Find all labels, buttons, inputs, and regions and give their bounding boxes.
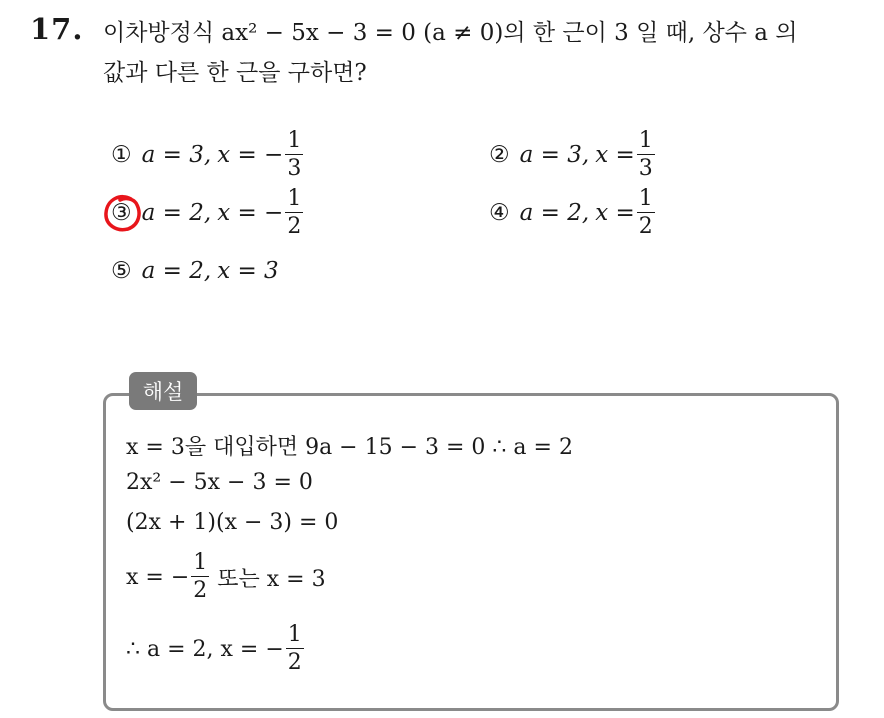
fraction-denominator: 3 [638,156,653,181]
selected-answer-circle-mark [101,191,145,235]
fraction-denominator: 2 [193,578,208,603]
question-text-line1: 이차방정식 ax² − 5x − 3 = 0 (a ≠ 0)의 한 근이 3 일 때, 상수 a 의 [103,20,798,46]
solution-line-3: (2x + 1)(x − 3) = 0 [126,510,339,535]
solution-line-2: 2x² − 5x − 3 = 0 [126,470,313,495]
fraction-numerator: 1 [638,128,653,153]
solution-line-4 [126,552,326,602]
fraction-numerator: 1 [287,186,302,211]
question-number: 17. [30,12,84,46]
choice-marker: ① [111,142,132,168]
choice-marker: ③ [111,200,132,226]
choice-marker: ② [489,142,510,168]
choice-x-value: x = − [217,200,284,226]
choice-x-value: x = − [217,142,284,168]
fraction-denominator: 2 [638,214,653,239]
choice-a-value: a = 2, [519,200,590,226]
solution-line-4-pre: x = − [126,564,190,590]
fraction-denominator: 2 [287,214,302,239]
choice-x-value: x = [595,142,635,168]
fraction [285,188,303,238]
choice-1[interactable] [111,130,305,180]
choice-a-value: a = 3, [141,142,212,168]
fraction [286,624,304,674]
choice-a-value: a = 3, [519,142,590,168]
solution-line-5 [126,624,306,674]
fraction-denominator: 3 [287,156,302,181]
choice-5[interactable] [111,258,279,284]
question-text-line2: 값과 다른 한 근을 구하면? [103,60,367,86]
fraction-numerator: 1 [287,622,302,647]
fraction [285,130,303,180]
choice-a-value: a = 2, [141,200,212,226]
fraction [637,130,655,180]
fraction-numerator: 1 [638,186,653,211]
choice-marker: ④ [489,200,510,226]
choice-x-value: x = 3 [217,258,279,284]
solution-line-1: x = 3을 대입하면 9a − 15 − 3 = 0 ∴ a = 2 [126,435,573,460]
choice-a-value: a = 2, [141,258,212,284]
fraction [637,188,655,238]
fraction-numerator: 1 [287,128,302,153]
choice-2[interactable] [489,130,657,180]
solution-tag: 해설 [129,372,197,410]
choice-4[interactable] [489,188,657,238]
fraction-numerator: 1 [193,550,208,575]
solution-line-5-pre: ∴ a = 2, x = − [126,636,284,662]
choice-x-value: x = [595,200,635,226]
solution-line-4-post: 또는 x = 3 [217,566,326,592]
fraction [191,552,209,602]
choice-marker: ⑤ [111,258,132,284]
fraction-denominator: 2 [287,650,302,675]
